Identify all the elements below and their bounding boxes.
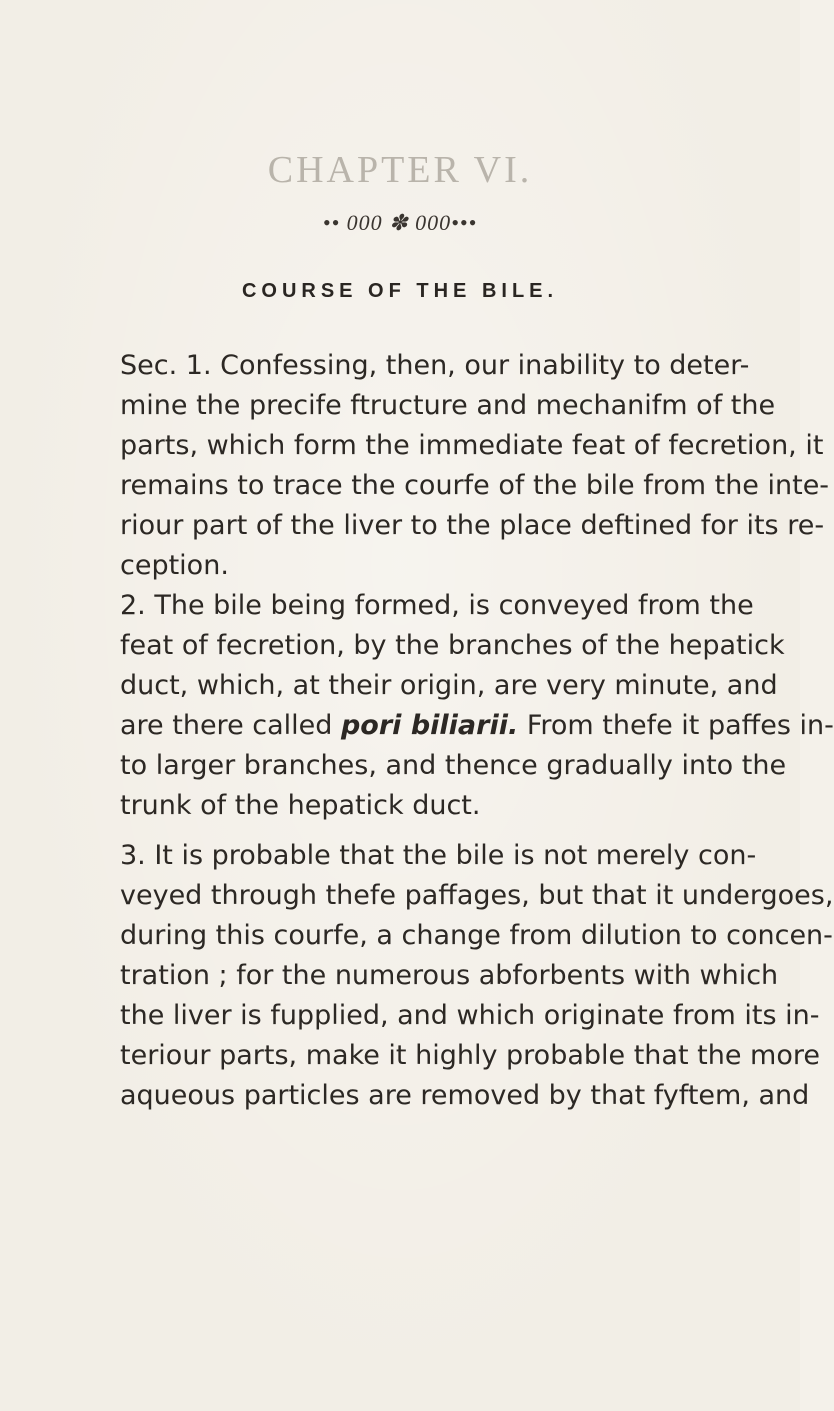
text-line-with-italic [120, 706, 834, 746]
body-text [120, 346, 834, 1116]
text-line: parts, which form the immediate feat of fecretion, it [120, 430, 824, 461]
text-line: mine the precife ftructure and mechanifm of the [120, 390, 776, 421]
text-line: Sec. 1. Confessing, then, our inability to deter- [120, 350, 750, 381]
text-line: remains to trace the courfe of the bile from the inte- [120, 470, 830, 501]
text-line: teriour parts, make it highly probable that the more [120, 1040, 820, 1071]
text-line: duct, which, at their origin, are very minute, and [120, 670, 778, 701]
text-run: are there called [120, 710, 341, 741]
text-line: riour part of the liver to the place deftined for its re- [120, 510, 825, 541]
chapter-title: CHAPTER VI. [267, 149, 533, 191]
text-line: the liver is fupplied, and which originate from its in- [120, 1000, 820, 1031]
text-line: feat of fecretion, by the branches of the hepatick [120, 630, 785, 661]
text-line: trunk of the hepatick duct. [120, 790, 481, 821]
text-run: From thefe it paffes in- [518, 710, 834, 741]
text-line: ception. [120, 550, 229, 581]
text-line: veyed through thefe paffages, but that it undergoes, [120, 880, 834, 911]
text-line: aqueous particles are removed by that fyftem, and [120, 1080, 810, 1111]
section-heading: COURSE OF THE BILE. [241, 280, 559, 302]
text-line: 3. It is probable that the bile is not merely con- [120, 840, 757, 871]
italic-term: pori biliarii. [340, 710, 519, 741]
text-line: to larger branches, and thence gradually into the [120, 750, 787, 781]
text-line: tration ; for the numerous abforbents with which [120, 960, 779, 991]
text-line: 2. The bile being formed, is conveyed from the [120, 590, 754, 621]
paragraph-3 [120, 836, 834, 1116]
ornament-rule: •• 000 ✽ 000••• [322, 210, 478, 235]
text-line: during this courfe, a change from dilution to concen- [120, 920, 833, 951]
paragraph-1 [120, 346, 830, 586]
paragraph-2 [120, 586, 834, 826]
